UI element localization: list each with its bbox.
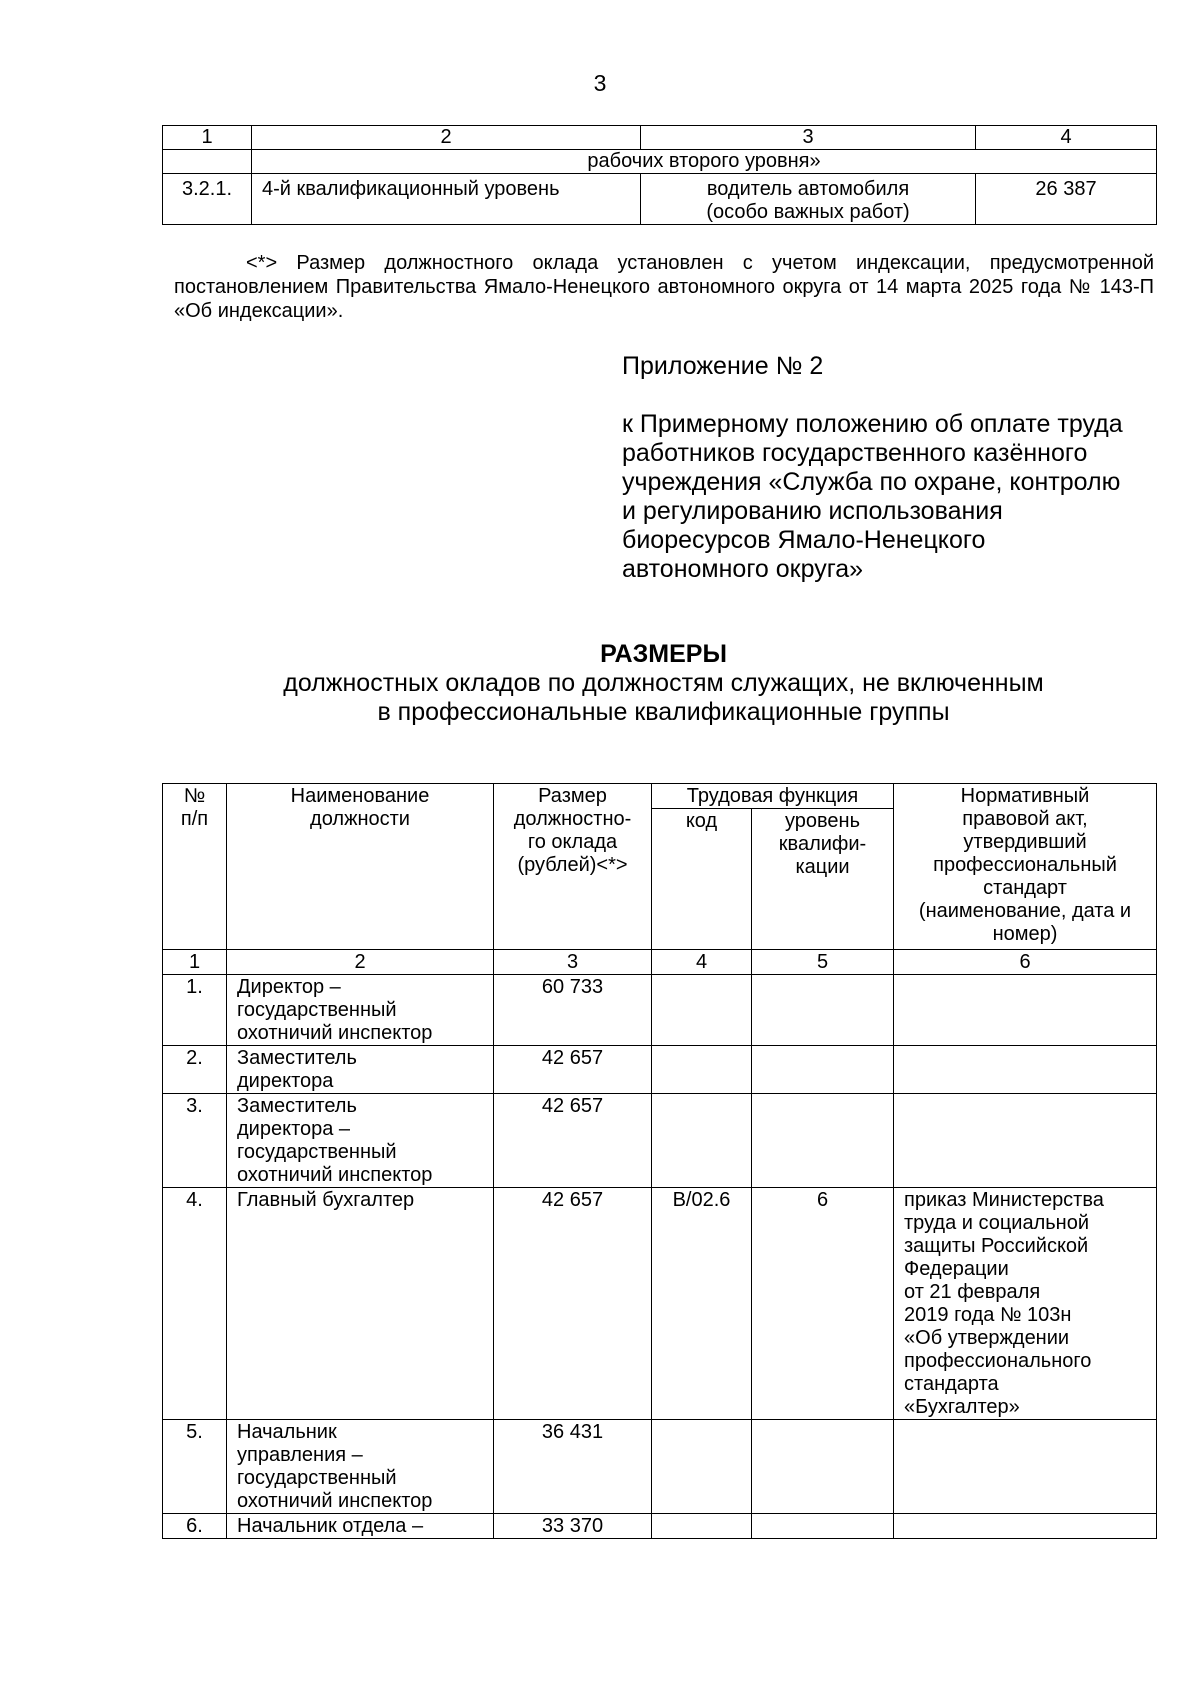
row-code — [652, 1420, 752, 1514]
row-code — [652, 1514, 752, 1539]
row-level — [752, 1046, 894, 1094]
row-code — [652, 1094, 752, 1188]
row-number: 2. — [163, 1046, 227, 1094]
header-code: код — [652, 809, 752, 950]
row-position-name — [227, 1188, 494, 1420]
row-legal-act — [894, 1046, 1157, 1094]
row-position-name-line: Заместитель — [237, 1095, 357, 1117]
top-table-col-4: 4 — [976, 126, 1157, 150]
row-position-name-line: охотничий инспектор — [237, 1022, 433, 1044]
header-salary-line: го оклада — [527, 831, 618, 853]
top-table-span-row — [163, 150, 1157, 174]
page-number: 3 — [593, 70, 607, 96]
row-legal-act-line: стандарта — [904, 1373, 999, 1395]
row-salary: 42 657 — [494, 1188, 652, 1420]
subtitle-line2: в профессиональные квалификационные группы — [377, 698, 950, 726]
col-number: 5 — [752, 950, 894, 975]
row-position-name-line: государственный — [237, 1467, 397, 1489]
row-legal-act — [894, 1420, 1157, 1514]
col-number: 1 — [163, 950, 227, 975]
table-row — [163, 975, 1157, 1046]
row-legal-act — [894, 1514, 1157, 1539]
row-position-name-line: государственный — [237, 1141, 397, 1163]
header-act-line: Нормативный — [960, 785, 1090, 807]
document-title: РАЗМЕРЫ — [600, 640, 727, 668]
row-position-name — [227, 1514, 494, 1539]
row-level — [752, 1514, 894, 1539]
table-row — [163, 1514, 1157, 1539]
header-num-line: п/п — [180, 808, 209, 830]
row-position-name-line: директора — [237, 1070, 334, 1092]
row-legal-act-line: «Бухгалтер» — [904, 1396, 1020, 1418]
table-row — [163, 1420, 1157, 1514]
appendix-line: автономного округа» — [622, 555, 864, 583]
header-salary — [494, 784, 652, 950]
header-act-line: правовой акт, — [962, 808, 1088, 830]
column-number-row — [163, 950, 1157, 975]
appendix-line: работников государственного казённого — [622, 439, 1088, 467]
top-table-row-num: 3.2.1. — [163, 174, 252, 225]
row-salary: 33 370 — [494, 1514, 652, 1539]
top-table — [162, 125, 1157, 225]
top-table-row-name: 4-й квалификационный уровень — [252, 174, 641, 225]
appendix-line: биоресурсов Ямало-Ненецкого — [622, 526, 986, 554]
row-legal-act-line: «Об утверждении — [904, 1327, 1070, 1349]
top-table-header-row — [163, 126, 1157, 150]
row-position-name-line: охотничий инспектор — [237, 1164, 433, 1186]
row-position-name — [227, 1420, 494, 1514]
top-table-col-1: 1 — [163, 126, 252, 150]
header-act-line: утвердивший — [963, 831, 1087, 853]
header-act-line: профессиональный — [933, 854, 1117, 876]
header-act — [894, 784, 1157, 950]
col-number: 2 — [227, 950, 494, 975]
header-name-line: должности — [310, 808, 410, 830]
row-number: 4. — [163, 1188, 227, 1420]
appendix-number: Приложение № 2 — [622, 352, 824, 380]
header-level — [752, 809, 894, 950]
row-legal-act-line: 2019 года № 103н — [904, 1304, 1072, 1326]
table-row — [163, 1046, 1157, 1094]
row-salary: 60 733 — [494, 975, 652, 1046]
header-level-line: квалифи- — [778, 833, 867, 855]
row-position-name-line: Начальник отдела – — [237, 1515, 424, 1537]
col-number: 6 — [894, 950, 1157, 975]
row-position-name-line: директора – — [237, 1118, 351, 1140]
appendix-block — [622, 352, 1162, 584]
top-table-row-position — [641, 174, 976, 225]
col-number: 3 — [494, 950, 652, 975]
row-salary: 36 431 — [494, 1420, 652, 1514]
header-salary-line: Размер — [538, 785, 607, 807]
row-number: 5. — [163, 1420, 227, 1514]
header-num-line: № — [183, 785, 206, 807]
top-table-col-2: 2 — [252, 126, 641, 150]
row-number: 3. — [163, 1094, 227, 1188]
appendix-line: к Примерному положению об оплате труда — [622, 410, 1123, 438]
appendix-line: учреждения «Служба по охране, контролю — [622, 468, 1121, 496]
salary-table-head — [163, 784, 1157, 975]
top-table-col-3: 3 — [641, 126, 976, 150]
row-position-name-line: государственный — [237, 999, 397, 1021]
header-act-line: (наименование, дата и — [918, 900, 1132, 922]
row-legal-act-line: от 21 февраля — [904, 1281, 1041, 1303]
header-name-line: Наименование — [290, 785, 430, 807]
row-legal-act — [894, 1094, 1157, 1188]
top-table-position-line1: водитель автомобиля — [706, 178, 910, 200]
subtitle-line1: должностных окладов по должностям служащих, не включенным — [283, 669, 1044, 697]
salary-table — [162, 783, 1157, 1539]
top-table-row — [163, 174, 1157, 225]
footnote: <*> Размер должностного оклада установлен с учетом индексации, предусмотренной постановлением Правительства Ямало-Ненецкого автономного округа от 14 марта 2025 года № 143-П «Об индексации». — [174, 252, 1154, 322]
top-table-span-text: рабочих второго уровня» — [252, 150, 1157, 174]
row-legal-act — [894, 975, 1157, 1046]
row-legal-act-line: защиты Российской — [904, 1235, 1089, 1257]
header-salary-line: должностно- — [513, 808, 632, 830]
row-code — [652, 1046, 752, 1094]
row-legal-act — [894, 1188, 1157, 1420]
header-labor-function: Трудовая функция — [652, 784, 894, 809]
row-position-name — [227, 975, 494, 1046]
salary-table-body — [163, 975, 1157, 1539]
row-position-name-line: управления – — [237, 1444, 363, 1466]
row-salary: 42 657 — [494, 1046, 652, 1094]
table-row — [163, 1188, 1157, 1420]
header-num — [163, 784, 227, 950]
row-salary: 42 657 — [494, 1094, 652, 1188]
row-level — [752, 1420, 894, 1514]
top-table-row-salary: 26 387 — [976, 174, 1157, 225]
table-row — [163, 1094, 1157, 1188]
top-table-span-empty — [163, 150, 252, 174]
row-position-name-line: охотничий инспектор — [237, 1490, 433, 1512]
appendix-line: и регулированию использования — [622, 497, 1003, 525]
document-subtitle — [0, 669, 1200, 727]
row-position-name-line: Директор – — [237, 976, 341, 998]
row-position-name-line: Заместитель — [237, 1047, 357, 1069]
col-number: 4 — [652, 950, 752, 975]
row-number: 6. — [163, 1514, 227, 1539]
row-position-name-line: Начальник — [237, 1421, 337, 1443]
row-legal-act-line: труда и социальной — [904, 1212, 1090, 1234]
row-legal-act-line: приказ Министерства — [904, 1189, 1104, 1211]
header-act-line: стандарт — [983, 877, 1067, 899]
row-level: 6 — [752, 1188, 894, 1420]
header-salary-line: (рублей)<*> — [517, 854, 628, 876]
row-position-name — [227, 1094, 494, 1188]
row-number: 1. — [163, 975, 227, 1046]
header-level-line: уровень — [785, 810, 861, 832]
row-position-name — [227, 1046, 494, 1094]
row-legal-act-line: Федерации — [904, 1258, 1009, 1280]
header-name — [227, 784, 494, 950]
header-level-line: кации — [795, 856, 850, 878]
row-code: В/02.6 — [652, 1188, 752, 1420]
row-position-name-line: Главный бухгалтер — [237, 1189, 415, 1211]
row-code — [652, 975, 752, 1046]
row-legal-act-line: профессионального — [904, 1350, 1092, 1372]
row-level — [752, 975, 894, 1046]
row-level — [752, 1094, 894, 1188]
header-act-line: номер) — [992, 923, 1058, 945]
top-table-position-line2: (особо важных работ) — [706, 201, 910, 223]
